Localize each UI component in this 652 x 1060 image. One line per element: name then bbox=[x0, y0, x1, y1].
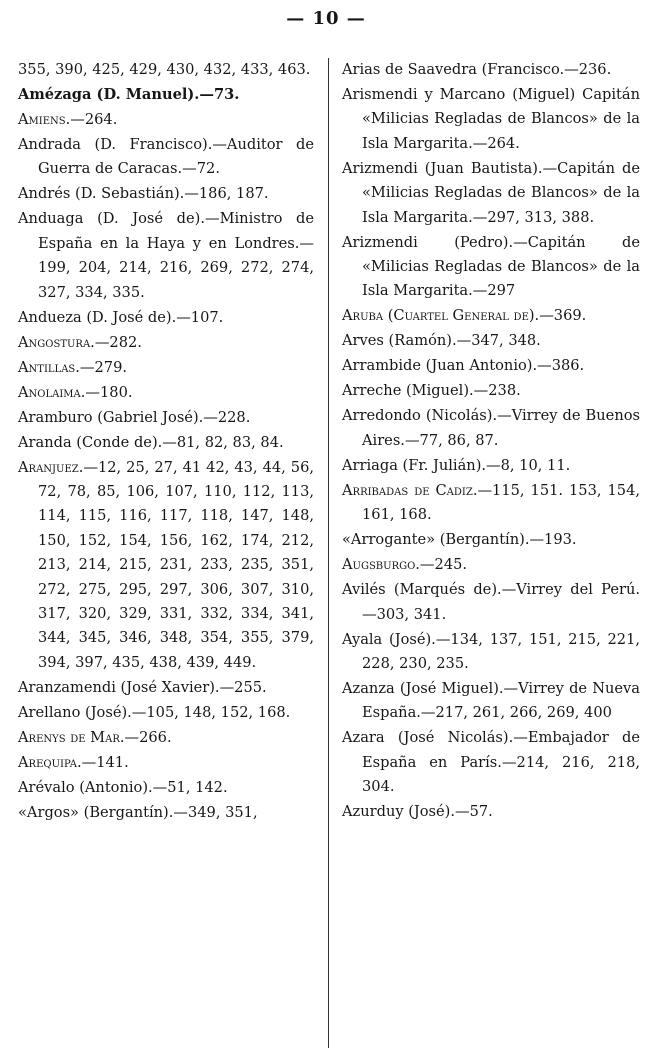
index-entry: Arellano (José).—105, 148, 152, 168. bbox=[18, 703, 291, 721]
index-entry: Azanza (José Miguel).—Virrey de Nueva España.—217, 261, 266, 269, 400 bbox=[342, 680, 640, 722]
column-divider bbox=[328, 58, 329, 1048]
index-column-right bbox=[342, 58, 640, 825]
index-entry: Azurduy (José).—57. bbox=[342, 803, 493, 821]
index-entry: 355, 390, 425, 429, 430, 432, 433, 463. bbox=[18, 61, 311, 78]
index-column-left bbox=[18, 58, 314, 826]
index-entry: Arizmendi (Pedro).—Capitán de «Milicias Regladas de Blancos» de la Isla Margarita.—297 bbox=[342, 233, 640, 300]
index-entry: Arreche (Miguel).—238. bbox=[342, 382, 521, 400]
index-entry: Arves (Ramón).—347, 348. bbox=[342, 332, 541, 350]
index-entry: Anolaima.—180. bbox=[18, 383, 133, 401]
index-entry: Arias de Saavedra (Francisco.—236. bbox=[342, 61, 612, 78]
index-entry: Anduaga (D. José de).—Ministro de España en la Haya y en Londres.—199, 204, 214, 216, 269, 272, 274, 327, 334, 335. bbox=[18, 210, 314, 301]
index-entry: Aranzamendi (José Xavier).—255. bbox=[18, 678, 267, 696]
index-entry: Angostura.—282. bbox=[18, 333, 142, 351]
index-entry: Augsburgo.—245. bbox=[342, 556, 468, 574]
index-entry: Amézaga (D. Manuel).—73. bbox=[18, 86, 240, 103]
index-entry: Arizmendi (Juan Bautista).—Capitán de «Milicias Regladas de Blancos» de la Isla Margarita.—297, 313, 388. bbox=[342, 159, 640, 226]
index-entry: Aranjuez.—12, 25, 27, 41 42, 43, 44, 56, 72, 78, 85, 106, 107, 110, 112, 113, 114, 115, 116, 117, 118, 147, 148, 150, 152, 154, 156, 162, 174, 212, 213, 214, 215, 231, 233, 235, 351, 272, 275, 295, 297, 306, 307, 310, 317, 320, 329, 331, 332, 334, 341, 344, 345, 346, 348, 354, 355, 379, 394, 397, 435, 438, 439, 449. bbox=[18, 458, 314, 671]
index-entry: Avilés (Marqués de).—Virrey del Perú.—303, 341. bbox=[342, 581, 640, 623]
index-entry: Andrada (D. Francisco).—Auditor de Guerra de Caracas.—72. bbox=[18, 136, 314, 178]
index-entry: Aranda (Conde de).—81, 82, 83, 84. bbox=[18, 433, 284, 451]
index-entry: Arequipa.—141. bbox=[18, 753, 129, 771]
index-entry: Azara (José Nicolás).—Embajador de España en París.—214, 216, 218, 304. bbox=[342, 729, 640, 796]
index-entry: Aramburo (Gabriel José).—228. bbox=[18, 408, 251, 426]
index-entry: Arismendi y Marcano (Miguel) Capitán «Milicias Regladas de Blancos» de la Isla Margarita.—264. bbox=[342, 86, 640, 152]
index-entry: Ayala (José).—134, 137, 151, 215, 221, 228, 230, 235. bbox=[342, 630, 640, 673]
index-entry: Arenys de Mar.—266. bbox=[18, 728, 172, 746]
index-entry: Amiens.—264. bbox=[18, 111, 118, 128]
index-entry: Andrés (D. Sebastián).—186, 187. bbox=[18, 185, 269, 203]
index-entry: Aruba (Cuartel General de).—369. bbox=[342, 307, 587, 325]
index-entry: Arriaga (Fr. Julián).—8, 10, 11. bbox=[342, 456, 571, 474]
index-entry: Antillas.—279. bbox=[18, 358, 127, 376]
index-entry: Arredondo (Nicolás).—Virrey de Buenos Aires.—77, 86, 87. bbox=[342, 407, 640, 449]
page-number: — 10 — bbox=[286, 8, 366, 29]
index-entry: Arévalo (Antonio).—51, 142. bbox=[18, 778, 228, 796]
index-entry: Arribadas de Cadiz.—115, 151. 153, 154, 161, 168. bbox=[342, 481, 640, 524]
index-entry: Andueza (D. José de).—107. bbox=[18, 308, 224, 326]
index-entry: «Argos» (Bergantín).—349, 351, bbox=[18, 803, 258, 821]
index-entry: «Arrogante» (Bergantín).—193. bbox=[342, 531, 577, 549]
index-entry: Arrambide (Juan Antonio).—386. bbox=[342, 357, 585, 375]
